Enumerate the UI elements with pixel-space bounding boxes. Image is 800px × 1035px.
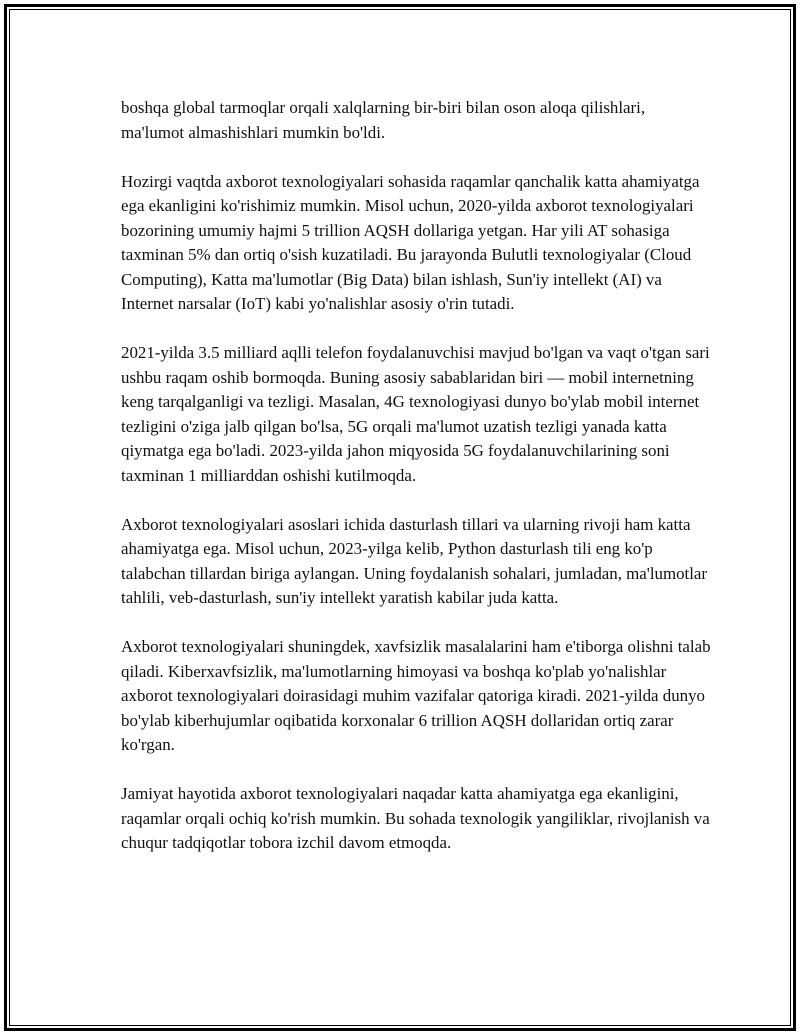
paragraph-2: Hozirgi vaqtda axborot texnologiyalari sohasida raqamlar qanchalik katta ahamiyatga ega ekanligini ko'rishimiz mumkin. Misol uchun, 2020-yilda axborot texnologiyalari bozorining umumiy hajmi 5 trillion AQSH dollariga yetgan. Har yili AT sohasiga taxminan 5% dan ortiq o'sish kuzatiladi. Bu jarayonda Bulutli texnologiyalar (Cloud Computing), Katta ma'lumotlar (Big Data) bilan ishlash, Sun'iy intellekt (AI) va Internet narsalar (IoT) kabi yo'nalishlar asosiy o'rin tutadi. [121,171,700,313]
paragraph-3: 2021-yilda 3.5 milliard aqlli telefon foydalanuvchisi mavjud bo'lgan va vaqt o'tgan sari ushbu raqam oshib bormoqda. Buning asosiy sabablaridan biri — mobil internetning keng tarqalganligi va tezligi. Masalan, 4G texnologiyasi dunyo bo'ylab mobil internet tezligini o'ziga jalb qilgan bo'lsa, 5G orqali ma'lumot uzatish tezligi yanada katta qiymatga ega bo'ladi. 2023-yilda jahon miqyosida 5G foydalanuvchilarining soni taxminan 1 milliarddan oshishi kutilmoqda. [121,343,710,485]
paragraph-6: Jamiyat hayotida axborot texnologiyalari naqadar katta ahamiyatga ega ekanligini, raqamlar orqali ochiq ko'rish mumkin. Bu sohada texnologik yangiliklar, rivojlanish va chuqur tadqiqotlar tobora izchil davom etmoqda. [121,784,710,852]
document-body [121,96,711,880]
paragraph-1: boshqa global tarmoqlar orqali xalqlarning bir-biri bilan oson aloqa qilishlari, ma'lumot almashishlari mumkin bo'ldi. [121,98,646,142]
page-frame [4,4,796,1031]
paragraph-5: Axborot texnologiyalari shuningdek, xavfsizlik masalalarini ham e'tiborga olishni talab qiladi. Kiberxavfsizlik, ma'lumotlarning himoyasi va boshqa ko'plab yo'nalishlar axborot texnologiyalari doirasidagi muhim vazifalar qatoriga kiradi. 2021-yilda dunyo bo'ylab kiberhujumlar oqibatida korxonalar 6 trillion AQSH dollaridan ortiq zarar ko'rgan. [121,637,711,754]
paragraph-4: Axborot texnologiyalari asoslari ichida dasturlash tillari va ularning rivoji ham katta ahamiyatga ega. Misol uchun, 2023-yilga kelib, Python dasturlash tili eng ko'p talabchan tillardan biriga aylangan. Uning foydalanish sohalari, jumladan, ma'lumotlar tahlili, veb-dasturlash, sun'iy intellekt yaratish kabilar juda katta. [121,514,708,607]
